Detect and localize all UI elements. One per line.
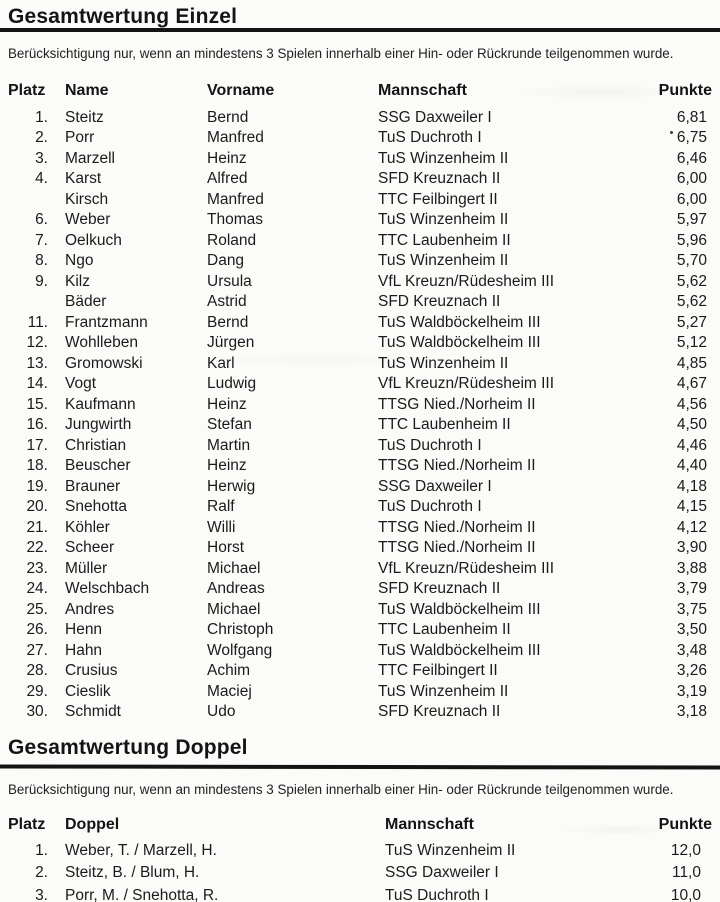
einzel-ranking-row: [8, 108, 712, 129]
cell-name: Jungwirth: [65, 416, 132, 433]
cell-punkte: 6,00: [676, 170, 707, 187]
cell-vorname: Ralf: [207, 498, 235, 515]
cell-punkte: 4,85: [676, 354, 707, 372]
cell-vorname: Manfred: [207, 129, 264, 146]
cell-punkte: 5,12: [676, 334, 707, 351]
cell-mannschaft: SSG Daxweiler I: [378, 108, 492, 126]
cell-vorname: Herwig: [207, 477, 256, 495]
cell-name: Vogt: [65, 375, 97, 392]
cell-name: Wohlleben: [65, 334, 138, 351]
cell-punkte: 6,81: [676, 108, 707, 126]
col-header-punkte: Punkte: [658, 816, 712, 833]
cell-vorname: Manfred: [207, 190, 264, 208]
cell-vorname: Karl: [207, 354, 235, 372]
einzel-ranking-row: [8, 231, 712, 252]
doppel-ranking-row: [8, 885, 712, 902]
cell-punkte: 5,97: [676, 211, 707, 228]
cell-mannschaft: TTC Feilbingert II: [378, 190, 498, 208]
cell-platz: [8, 292, 65, 313]
cell-platz: 25.: [26, 600, 48, 618]
cell-platz: 30.: [26, 703, 48, 720]
einzel-ranking-row: [8, 169, 712, 190]
cell-vorname: Udo: [207, 703, 236, 720]
cell-name: Christian: [65, 436, 127, 454]
cell-platz: 7.: [35, 231, 48, 249]
cell-platz: 23.: [26, 559, 48, 577]
cell-vorname: Alfred: [207, 170, 248, 187]
einzel-ranking-row: [8, 682, 712, 703]
einzel-ranking-row: [8, 600, 712, 621]
col-header-doppel: Doppel: [65, 816, 120, 833]
cell-mannschaft: VfL Kreuzn/Rüdesheim III: [378, 272, 555, 290]
cell-vorname: Christoph: [207, 621, 274, 638]
cell-mannschaft: TTC Laubenheim II: [378, 416, 511, 433]
cell-mannschaft: TTC Laubenheim II: [378, 621, 511, 638]
cell-punkte: 5,27: [676, 313, 707, 331]
einzel-ranking-row: [8, 292, 712, 313]
cell-name: Steitz: [65, 108, 104, 126]
einzel-ranking-row: [8, 620, 712, 641]
cell-punkte: 3,48: [676, 641, 707, 659]
cell-name: Porr: [65, 129, 95, 146]
cell-mannschaft: TuS Duchroth I: [385, 886, 489, 902]
doppel-ranking-row: [8, 840, 712, 862]
cell-platz: 3.: [35, 149, 48, 167]
eligibility-note-doppel: Berücksichtigung nur, wenn an mindestens 3 Spielen innerhalb einer Hin- oder Rückrunde teilgenommen wurde.: [8, 782, 674, 797]
cell-vorname: Dang: [207, 252, 245, 269]
cell-platz: 11.: [27, 313, 48, 331]
cell-platz: 1.: [35, 842, 48, 859]
cell-punkte: 12,0: [670, 842, 701, 859]
cell-mannschaft: TuS Winzenheim II: [385, 842, 516, 859]
cell-platz: 13.: [26, 354, 48, 372]
cell-punkte: 11,0: [671, 864, 701, 882]
cell-name: Karst: [65, 170, 102, 187]
cell-punkte: 4,50: [676, 416, 707, 433]
cell-platz: 14.: [26, 375, 48, 392]
cell-vorname: Thomas: [207, 211, 263, 228]
section-title-einzel: Gesamtwertung Einzel: [8, 5, 238, 28]
cell-vorname: Ursula: [207, 272, 252, 290]
eligibility-note-einzel: Berücksichtigung nur, wenn an mindestens 3 Spielen innerhalb einer Hin- oder Rückrunde teilgenommen wurde.: [8, 45, 674, 61]
section-gesamtwertung-einzel: [8, 5, 712, 723]
cell-vorname: Michael: [207, 559, 261, 577]
cell-mannschaft: TuS Winzenheim II: [378, 149, 509, 167]
cell-mannschaft: TTC Laubenheim II: [378, 231, 511, 249]
cell-mannschaft: TuS Duchroth I: [378, 436, 482, 454]
cell-mannschaft: TTSG Nied./Norheim II: [378, 539, 536, 556]
cell-mannschaft: SSG Daxweiler I: [378, 477, 492, 495]
col-header-mannschaft: Mannschaft: [378, 81, 467, 99]
cell-mannschaft: VfL Kreuzn/Rüdesheim III: [378, 559, 555, 577]
cell-vorname: Heinz: [207, 395, 247, 413]
cell-name: Marzell: [65, 149, 115, 167]
cell-platz: 8.: [35, 252, 48, 269]
cell-platz: 26.: [26, 621, 48, 638]
cell-punkte: 5,62: [676, 272, 707, 290]
cell-platz: 3.: [35, 886, 48, 902]
cell-name: Ngo: [65, 252, 94, 269]
cell-mannschaft: TTSG Nied./Norheim II: [378, 518, 536, 536]
einzel-ranking-row: [8, 702, 712, 723]
cell-punkte: 5,96: [676, 231, 707, 249]
cell-platz: 16.: [26, 416, 48, 433]
cell-mannschaft: TTSG Nied./Norheim II: [378, 457, 536, 474]
cell-mannschaft: TuS Waldböckelheim III: [378, 641, 541, 659]
doppel-ranking-row: [8, 862, 712, 884]
cell-name: Brauner: [65, 477, 121, 495]
cell-punkte: 3,18: [676, 703, 707, 720]
doppel-header-row: [8, 816, 712, 833]
section-title-doppel: Gesamtwertung Doppel: [8, 735, 248, 759]
cell-punkte: 4,12: [676, 518, 707, 536]
cell-name: Andres: [65, 600, 115, 618]
cell-vorname: Heinz: [207, 149, 247, 167]
cell-vorname: Jürgen: [207, 334, 255, 351]
cell-punkte: 3,50: [676, 621, 707, 638]
einzel-ranking-row: [8, 456, 712, 477]
cell-platz: 19.: [26, 477, 48, 495]
cell-name: Crusius: [65, 662, 118, 679]
cell-vorname: Bernd: [207, 313, 249, 331]
cell-mannschaft: TuS Winzenheim II: [378, 682, 509, 700]
cell-name: Oelkuch: [65, 231, 122, 249]
cell-platz: 2.: [35, 129, 48, 146]
cell-vorname: Wolfgang: [207, 641, 273, 659]
cell-vorname: Michael: [207, 600, 261, 618]
cell-punkte: 4,18: [676, 477, 707, 495]
cell-name: Welschbach: [65, 580, 150, 597]
cell-vorname: Horst: [207, 539, 245, 556]
cell-punkte: 6,75: [628, 128, 712, 149]
cell-vorname: Roland: [207, 231, 257, 249]
cell-punkte: 3,79: [676, 580, 707, 597]
cell-name: Gromowski: [65, 354, 143, 372]
cell-punkte: 5,62: [676, 293, 707, 310]
cell-name: Hahn: [65, 641, 103, 659]
cell-platz: [8, 190, 65, 211]
cell-punkte: 4,67: [676, 375, 707, 392]
cell-name: Snehotta: [65, 498, 128, 515]
einzel-ranking-row: [8, 210, 712, 231]
einzel-ranking-row: [8, 395, 712, 416]
cell-punkte: 3,88: [676, 559, 707, 577]
doppel-table-body: [8, 840, 712, 902]
einzel-ranking-row: [8, 559, 712, 580]
cell-platz: 2.: [35, 864, 48, 882]
cell-name: Cieslik: [65, 682, 111, 700]
cell-platz: 29.: [26, 682, 48, 700]
cell-name: Müller: [65, 559, 108, 577]
cell-platz: 24.: [26, 580, 48, 597]
cell-mannschaft: SFD Kreuznach II: [378, 580, 501, 597]
cell-mannschaft: SFD Kreuznach II: [378, 293, 501, 310]
einzel-header-row: [8, 82, 712, 99]
cell-name: Bäder: [65, 293, 107, 310]
einzel-ranking-row: [8, 333, 712, 354]
cell-punkte: 3,26: [676, 662, 707, 679]
cell-doppel: Weber, T. / Marzell, H.: [65, 842, 217, 859]
cell-punkte: 4,46: [676, 436, 707, 454]
cell-vorname: Stefan: [207, 416, 252, 433]
einzel-ranking-row: [8, 415, 712, 436]
col-header-mannschaft: Mannschaft: [385, 816, 474, 833]
cell-mannschaft: TuS Winzenheim II: [378, 211, 509, 228]
cell-platz: 1.: [35, 108, 48, 126]
cell-mannschaft: TTC Feilbingert II: [378, 662, 498, 679]
cell-punkte: 5,70: [676, 252, 707, 269]
cell-name: Köhler: [65, 518, 110, 536]
cell-mannschaft: TuS Duchroth I: [378, 498, 482, 515]
einzel-ranking-row: [8, 313, 712, 334]
cell-name: Kaufmann: [65, 395, 136, 413]
cell-mannschaft: TuS Waldböckelheim III: [378, 600, 541, 618]
einzel-ranking-row: [8, 354, 712, 375]
einzel-ranking-row: [8, 149, 712, 170]
cell-platz: 28.: [26, 662, 48, 679]
cell-mannschaft: TuS Duchroth I: [378, 129, 482, 146]
title-rule-doppel: [0, 764, 720, 769]
cell-name: Schmidt: [65, 703, 121, 720]
section-gesamtwertung-doppel: [8, 736, 712, 902]
cell-name: Kilz: [65, 272, 90, 290]
col-header-name: Name: [65, 81, 109, 99]
cell-mannschaft: SSG Daxweiler I: [385, 864, 499, 882]
cell-punkte: 10,0: [670, 886, 701, 902]
einzel-ranking-row: [8, 579, 712, 600]
cell-platz: 17.: [26, 436, 48, 454]
cell-platz: 20.: [26, 498, 48, 515]
einzel-ranking-row: [8, 538, 712, 559]
cell-mannschaft: TTSG Nied./Norheim II: [378, 395, 536, 413]
cell-vorname: Astrid: [207, 293, 247, 310]
cell-mannschaft: SFD Kreuznach II: [378, 703, 501, 720]
cell-platz: 12.: [26, 334, 48, 351]
cell-punkte: 6,00: [676, 190, 707, 208]
col-header-platz: Platz: [8, 816, 46, 833]
cell-name: Scheer: [65, 539, 115, 556]
cell-punkte: 6,46: [676, 149, 707, 167]
cell-platz: 27.: [26, 641, 48, 659]
einzel-ranking-row: [8, 128, 712, 149]
cell-platz: 22.: [26, 539, 48, 556]
cell-vorname: Martin: [207, 436, 251, 454]
cell-platz: 9.: [35, 272, 48, 290]
cell-platz: 21.: [26, 518, 48, 536]
cell-doppel: Porr, M. / Snehotta, R.: [65, 886, 219, 902]
col-header-punkte: Punkte: [658, 81, 712, 99]
cell-name: Weber: [65, 211, 111, 228]
cell-mannschaft: VfL Kreuzn/Rüdesheim III: [378, 375, 555, 392]
title-rule-einzel: [0, 28, 720, 32]
cell-vorname: Bernd: [207, 108, 249, 126]
cell-doppel: Steitz, B. / Blum, H.: [65, 864, 200, 882]
einzel-ranking-row: [8, 518, 712, 539]
cell-punkte: 3,75: [676, 600, 707, 618]
cell-platz: 15.: [26, 395, 48, 413]
einzel-ranking-row: [8, 374, 712, 395]
cell-name: Frantzmann: [65, 313, 148, 331]
cell-punkte: 3,19: [676, 682, 707, 700]
cell-punkte: 4,15: [676, 498, 707, 515]
einzel-ranking-row: [8, 477, 712, 498]
cell-punkte: 3,90: [676, 539, 707, 556]
cell-name: Beuscher: [65, 457, 131, 474]
cell-vorname: Willi: [207, 518, 236, 536]
einzel-ranking-row: [8, 436, 712, 457]
col-header-vorname: Vorname: [207, 81, 275, 99]
cell-mannschaft: TuS Waldböckelheim III: [378, 313, 541, 331]
einzel-ranking-row: [8, 272, 712, 293]
cell-name: Kirsch: [65, 190, 109, 208]
einzel-ranking-row: [8, 661, 712, 682]
cell-vorname: Maciej: [207, 682, 252, 700]
cell-punkte: 4,40: [676, 457, 707, 474]
cell-punkte: 4,56: [676, 395, 707, 413]
cell-vorname: Achim: [207, 662, 251, 679]
cell-mannschaft: TuS Waldböckelheim III: [378, 334, 541, 351]
einzel-ranking-row: [8, 641, 712, 662]
einzel-table-body: [8, 108, 712, 723]
cell-vorname: Heinz: [207, 457, 247, 474]
cell-mannschaft: SFD Kreuznach II: [378, 170, 501, 187]
col-header-platz: Platz: [8, 81, 46, 99]
cell-platz: 6.: [35, 211, 48, 228]
cell-mannschaft: TuS Winzenheim II: [378, 252, 509, 269]
einzel-ranking-row: [8, 251, 712, 272]
cell-name: Henn: [65, 621, 103, 638]
cell-platz: 18.: [26, 457, 48, 474]
cell-vorname: Andreas: [207, 580, 265, 597]
cell-vorname: Ludwig: [207, 375, 257, 392]
cell-mannschaft: TuS Winzenheim II: [378, 354, 509, 372]
cell-platz: 4.: [35, 170, 48, 187]
einzel-ranking-row: [8, 190, 712, 211]
einzel-ranking-row: [8, 497, 712, 518]
